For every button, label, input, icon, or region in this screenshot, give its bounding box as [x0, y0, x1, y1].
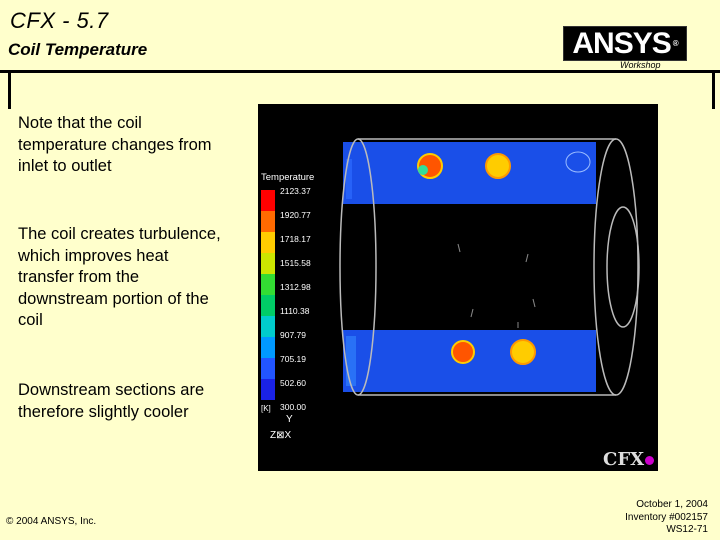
note-paragraph: Downstream sections are therefore slightly cooler: [18, 381, 205, 421]
droplet: [452, 341, 474, 363]
coil-band-top: [343, 142, 596, 204]
slide-title: CFX - 5.7: [10, 8, 109, 33]
legend-swatch: [261, 190, 275, 211]
droplet: [511, 340, 535, 364]
legend-swatch: [261, 295, 275, 316]
cfx-badge-icon: [645, 456, 654, 465]
cylinder-right-end: [594, 139, 638, 395]
header-divider: [0, 70, 720, 73]
legend-title: Temperature: [261, 172, 315, 183]
right-bracket-line: [712, 73, 715, 109]
left-bracket-line: [8, 73, 11, 109]
legend-value: 705.19: [280, 354, 306, 364]
legend-swatch: [261, 274, 275, 295]
unit-label: [K]: [261, 404, 271, 413]
legend-swatch: [261, 358, 275, 379]
ansys-logo-text: ANSYS: [572, 26, 671, 60]
legend-value: 502.60: [280, 378, 306, 388]
cfx-brand: [603, 449, 654, 470]
legend-swatch: [261, 232, 275, 253]
legend-value: 300.00: [280, 402, 306, 412]
legend-value: 1920.77: [280, 210, 311, 220]
legend-value: 1312.98: [280, 282, 311, 292]
footer-info: [625, 499, 708, 537]
legend-value: 907.79: [280, 330, 306, 340]
slide-subtitle: Coil Temperature: [8, 40, 148, 59]
axis-y-label: Y: [286, 414, 293, 425]
legend-value: 2123.37: [280, 186, 311, 196]
outlet-ring: [607, 207, 639, 327]
legend-swatch: [261, 379, 275, 400]
droplet: [486, 154, 510, 178]
copyright: © 2004 ANSYS, Inc.: [6, 516, 97, 527]
registered-mark: ®: [672, 39, 678, 48]
footer-inventory: Inventory #002157: [625, 511, 708, 523]
note-paragraph: Note that the coil temperature changes from inlet to outlet: [18, 114, 212, 175]
note-paragraph: The coil creates turbulence, which improves heat transfer from the downstream portion of the coil: [18, 225, 221, 329]
workshop-label: Workshop: [620, 60, 661, 70]
footer-code: WS12-71: [666, 524, 708, 535]
legend-color-bar: [261, 190, 275, 400]
legend-swatch: [261, 337, 275, 358]
legend-swatch: [261, 211, 275, 232]
footer-date: October 1, 2004: [636, 499, 708, 510]
legend-swatch: [261, 253, 275, 274]
ansys-logo: [563, 26, 687, 61]
coil-geometry-drawing: [258, 104, 658, 471]
legend-value: 1110.38: [280, 306, 310, 316]
legend-value: 1515.58: [280, 258, 311, 268]
legend-swatch: [261, 316, 275, 337]
temperature-contour-figure: [258, 104, 658, 471]
axis-zx-label: Z⊠X: [270, 430, 292, 441]
cfx-brand-text: CFX: [603, 449, 645, 470]
legend-value: 1718.17: [280, 234, 311, 244]
